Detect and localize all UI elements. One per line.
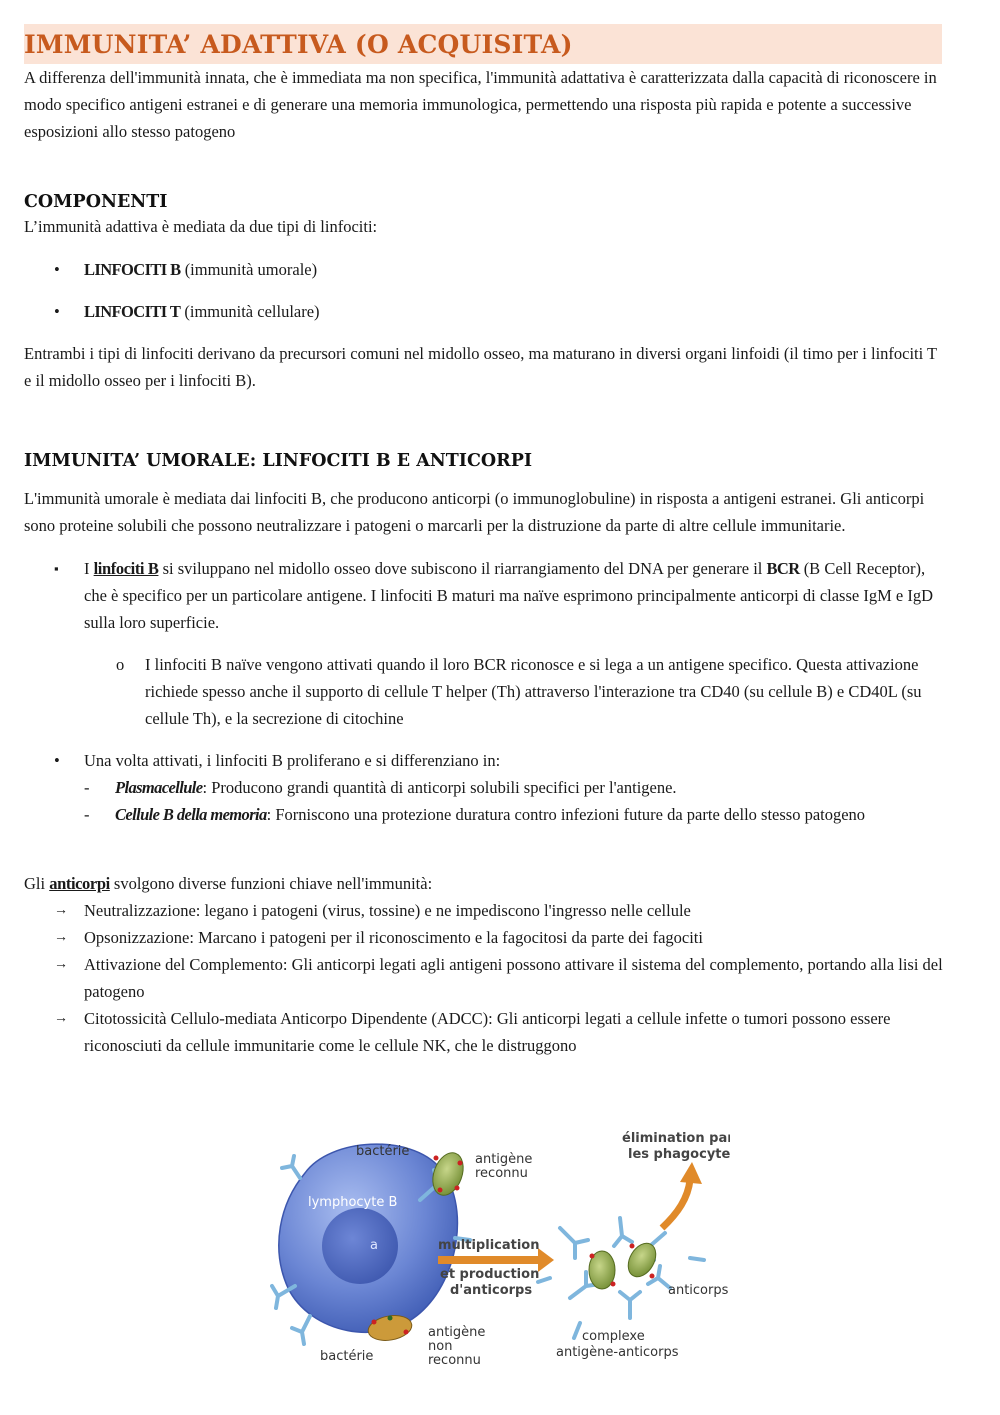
text-fragment: svolgono diverse funzioni chiave nell'immunità: bbox=[109, 874, 433, 893]
umorale-intro: L'immunità umorale è mediata dai linfociti B, che producono anticorpi (o immunoglobuline) in risposta a antigeni estranei. Gli anticorpi sono proteine solubili che possono neutralizzare i patogeni o marcarli per la distruzione da parte di altre cellule immunitarie. bbox=[24, 489, 925, 535]
label-multiplication: multiplication bbox=[438, 1238, 540, 1253]
list-item-text: Una volta attivati, i linfociti B proliferano e si differenziano in: bbox=[84, 751, 501, 770]
label-lymphocyte-b: lymphocyte B bbox=[308, 1195, 398, 1210]
label-anticorps: anticorps bbox=[668, 1283, 729, 1298]
sub-list-item-text: I linfociti B naïve vengono attivati quando il loro BCR riconosce e si lega a un antigene specifico. Questa attivazione richiede spesso anche il supporto di cellule T helper (Th) attraverso l'interazione tra CD40 (su cellule B) e CD40L (su cellule Th), e la secrezione di citochine bbox=[145, 655, 922, 728]
arrow-marker: → bbox=[54, 1011, 68, 1026]
text-fragment: (B Cell Receptor), che è specifico per un particolare antigene. I linfociti B maturi ma naïve esprimono principalmente anticorpi di classe IgM e IgD sulla loro superficie. bbox=[84, 559, 933, 632]
b-cell-diagram bbox=[270, 1118, 730, 1373]
label-elimination-1: élimination par bbox=[622, 1131, 730, 1146]
bullet-marker: • bbox=[54, 751, 60, 770]
term-linfociti-t: LINFOCITI T bbox=[84, 302, 181, 321]
elimination-arrow bbox=[662, 1162, 702, 1228]
list-item-text: (immunità cellulare) bbox=[180, 302, 320, 321]
list-item-text: Attivazione del Complemento: Gli anticorpi legati agli antigeni possono attivare il sistema del complemento, portando alla lisi del patogeno bbox=[84, 955, 943, 1001]
dash-marker: - bbox=[84, 778, 90, 797]
list-item bbox=[24, 1005, 944, 1059]
page-title: IMMUNITA’ ADATTIVA (O ACQUISITA) bbox=[24, 29, 573, 59]
list-item bbox=[24, 747, 944, 774]
bullet-marker: • bbox=[54, 302, 60, 321]
cell-nucleus bbox=[322, 1208, 398, 1284]
label-production-1: et production bbox=[440, 1267, 540, 1282]
term-linfociti-b: LINFOCITI B bbox=[84, 260, 181, 279]
text-fragment: si sviluppano nel midollo osseo dove subiscono il riarrangiamento del DNA per generare il bbox=[158, 559, 767, 578]
list-item-text: Citotossicità Cellulo-mediata Anticorpo Dipendente (ADCC): Gli anticorpi legati a cellule infette o tumori possono essere riconosciuti da cellule immunitarie come le cellule NK, che le distruggono bbox=[84, 1009, 891, 1055]
term-bcr: BCR bbox=[766, 559, 800, 578]
label-antigene-reconnu-1: antigène bbox=[475, 1152, 533, 1167]
label-complexe-1: complexe bbox=[582, 1329, 645, 1344]
term-cellule-memoria: Cellule B della memoria bbox=[115, 805, 267, 824]
arrow-marker: → bbox=[54, 903, 68, 918]
b-cell-figure bbox=[270, 1118, 730, 1373]
arrow-marker: → bbox=[54, 930, 68, 945]
dash-marker: - bbox=[84, 805, 90, 824]
list-item-text: (immunità umorale) bbox=[180, 260, 318, 279]
circle-bullet-marker: o bbox=[116, 655, 125, 674]
arrow-marker: → bbox=[54, 957, 68, 972]
label-bacterie-bottom: bactérie bbox=[320, 1349, 374, 1364]
componenti-lead: L’immunità adattiva è mediata da due tipi di linfociti: bbox=[24, 217, 378, 236]
list-item-text: Neutralizzazione: legano i patogeni (virus, tossine) e ne impediscono l'ingresso nelle cellule bbox=[84, 901, 691, 920]
label-bacterie-top: bactérie bbox=[356, 1144, 410, 1159]
antigen-antibody-complex bbox=[538, 1218, 704, 1338]
list-item bbox=[24, 924, 944, 951]
text-fragment: : Producono grandi quantità di anticorpi solubili specifici per l'antigene. bbox=[202, 778, 677, 797]
label-antigene-reconnu-2: reconnu bbox=[475, 1166, 528, 1181]
componenti-after: Entrambi i tipi di linfociti derivano da precursori comuni nel midollo osseo, ma maturano in diversi organi linfoidi (il timo per i linfociti T e il midollo osseo per i linfociti B). bbox=[24, 344, 937, 390]
section-heading-componenti: COMPONENTI bbox=[24, 192, 168, 212]
anticorpi-functions-list bbox=[24, 897, 944, 1059]
list-item-text: Opsonizzazione: Marcano i patogeni per il riconoscimento e la fagocitosi da parte dei fagociti bbox=[84, 928, 703, 947]
term-linfociti-b-underlined: linfociti B bbox=[93, 559, 159, 578]
dash-item bbox=[24, 801, 944, 828]
title-band bbox=[24, 24, 942, 64]
list-item bbox=[24, 298, 944, 325]
label-elimination-2: les phagocytes bbox=[628, 1147, 730, 1162]
text-fragment: I bbox=[84, 559, 94, 578]
label-complexe-2: antigène-anticorps bbox=[556, 1345, 679, 1360]
label-production-2: d'anticorps bbox=[450, 1283, 533, 1298]
label-antigene-non-3: reconnu bbox=[428, 1353, 481, 1368]
section-heading-umorale: IMMUNITA’ UMORALE: LINFOCITI B E ANTICORPI bbox=[24, 451, 533, 471]
dash-item bbox=[24, 774, 944, 801]
linfociti-list bbox=[24, 256, 944, 325]
label-antigene-non-1: antigène bbox=[428, 1325, 486, 1340]
document-page bbox=[24, 24, 944, 1059]
list-item bbox=[24, 897, 944, 924]
list-item bbox=[24, 951, 944, 1005]
anticorpi-lead bbox=[24, 870, 944, 897]
term-anticorpi-underlined: anticorpi bbox=[49, 874, 110, 893]
square-bullet-marker: ▪ bbox=[54, 561, 59, 576]
term-plasmacellule: Plasmacellule bbox=[115, 778, 203, 797]
label-antigene-non-2: non bbox=[428, 1339, 453, 1354]
bullet-marker: • bbox=[54, 260, 60, 279]
label-nucleus: a bbox=[370, 1238, 378, 1253]
list-item bbox=[24, 555, 944, 636]
list-item bbox=[24, 256, 944, 283]
text-fragment: : Forniscono una protezione duratura contro infezioni future da parte dello stesso patogeno bbox=[266, 805, 866, 824]
sub-list-item bbox=[24, 651, 944, 732]
intro-paragraph: A differenza dell'immunità innata, che è immediata ma non specifica, l'immunità adattativa è caratterizzata dalla capacità di riconoscere in modo specifico antigeni estranei e di generare una memoria immunologica, permettendo una risposta più rapida e potente a successive esposizioni allo stesso patogeno bbox=[24, 68, 937, 141]
text-fragment: Gli bbox=[24, 874, 50, 893]
